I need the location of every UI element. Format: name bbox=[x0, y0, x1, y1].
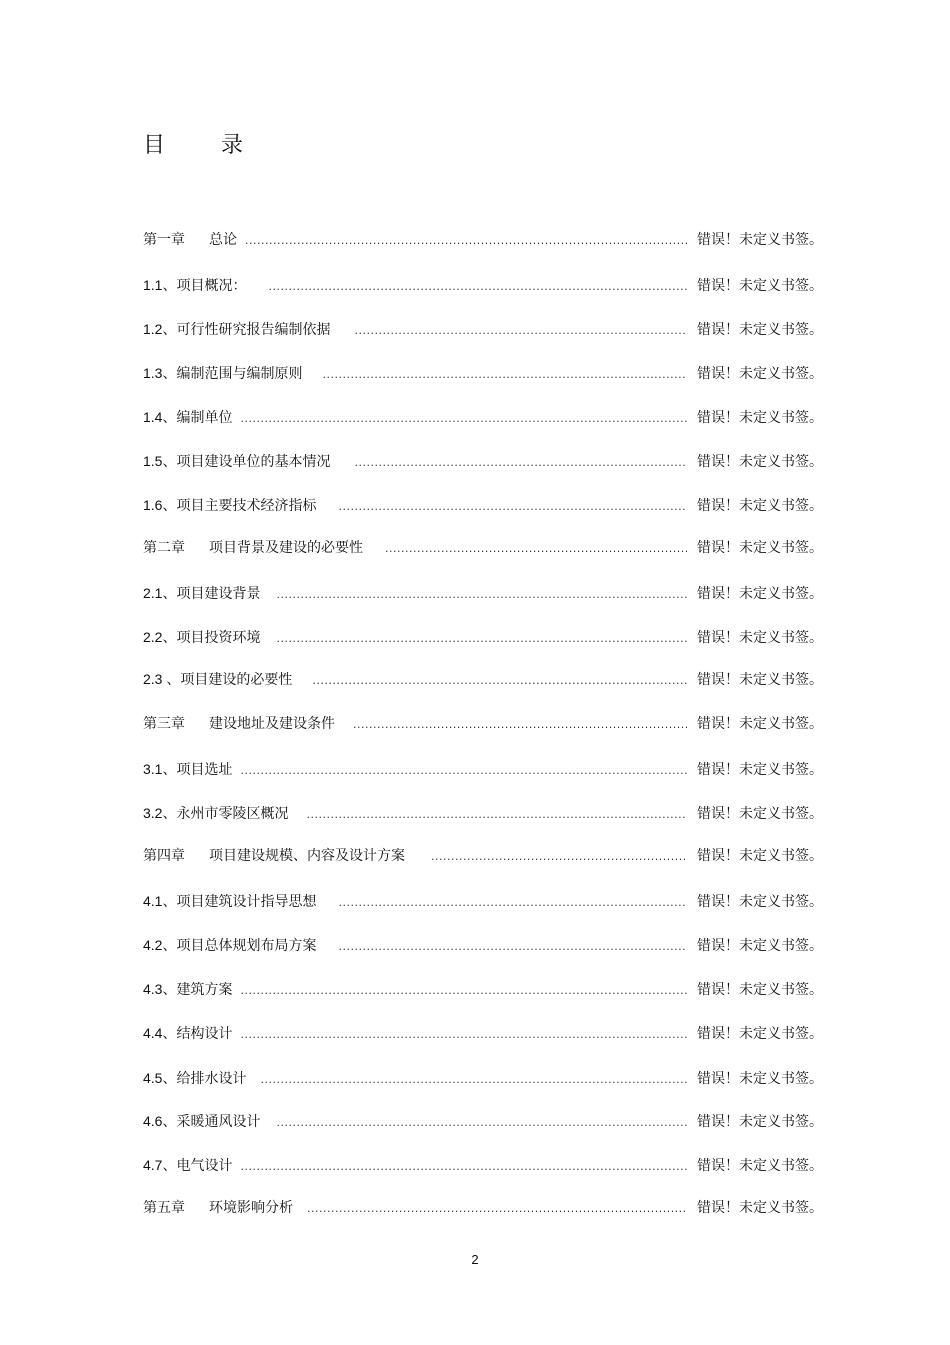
toc-entry-label: 环境影响分析 bbox=[209, 1200, 293, 1216]
toc-entry-number: 第五章 bbox=[143, 1199, 185, 1215]
toc-entry-page: 错误！未定义书签。 bbox=[697, 1200, 823, 1216]
toc-leader-dots bbox=[353, 715, 687, 735]
toc-entry-label: 项目建筑设计指导思想 bbox=[176, 894, 317, 910]
toc-entry[interactable] bbox=[143, 979, 823, 999]
toc-entry-page: 错误！未定义书签。 bbox=[697, 630, 823, 646]
toc-leader-dots bbox=[268, 277, 687, 297]
toc-leader-dots bbox=[276, 585, 687, 605]
toc-leader-dots bbox=[306, 805, 687, 825]
toc-entry-label: 项目建设背景 bbox=[176, 586, 261, 602]
toc-entry-number: 1.3、 bbox=[143, 365, 177, 381]
toc-entry-number: 4.2、 bbox=[143, 937, 177, 953]
toc-entry[interactable] bbox=[143, 1068, 823, 1088]
toc-entry-label: 项目总体规划布局方案 bbox=[176, 938, 317, 954]
toc-entry[interactable] bbox=[143, 537, 823, 557]
toc-entry-label: 建设地址及建设条件 bbox=[209, 716, 335, 732]
toc-entry-page: 错误！未定义书签。 bbox=[697, 716, 823, 732]
toc-leader-dots bbox=[354, 321, 687, 341]
toc-leader-dots bbox=[276, 629, 687, 649]
toc-entry-page: 错误！未定义书签。 bbox=[697, 1114, 823, 1130]
toc-leader-dots bbox=[312, 671, 687, 691]
toc-entry-number: 2.2、 bbox=[143, 629, 177, 645]
toc-entry-number: 第二章 bbox=[143, 539, 185, 555]
toc-entry-number: 4.7、 bbox=[143, 1157, 177, 1173]
toc-entry-number: 第一章 bbox=[143, 231, 185, 247]
toc-leader-dots bbox=[240, 761, 687, 781]
toc-entry-number: 3.1、 bbox=[143, 761, 177, 777]
toc-entry[interactable] bbox=[143, 935, 823, 955]
toc-leader-dots bbox=[276, 1113, 687, 1133]
toc-entry-number: 4.1、 bbox=[143, 893, 177, 909]
toc-entry-label: 编制单位 bbox=[176, 410, 233, 426]
toc-leader-dots bbox=[338, 497, 687, 517]
toc-entry-number: 1.5、 bbox=[143, 453, 177, 469]
toc-entry-label: 项目建设单位的基本情况 bbox=[176, 454, 331, 470]
toc-entry-number: 4.3、 bbox=[143, 981, 177, 997]
toc-entry-page: 错误！未定义书签。 bbox=[697, 1158, 823, 1174]
toc-entry-label: 编制范围与编制原则 bbox=[176, 366, 303, 382]
toc-entry-number: 2.1、 bbox=[143, 585, 177, 601]
toc-entry-page: 错误！未定义书签。 bbox=[697, 806, 823, 822]
toc-leader-dots bbox=[260, 1070, 687, 1090]
toc-entry-label: 项目概况： bbox=[176, 278, 247, 294]
toc-entry[interactable] bbox=[143, 583, 823, 603]
toc-leader-dots bbox=[354, 453, 687, 473]
toc-entry[interactable] bbox=[143, 1197, 823, 1217]
toc-entry-page: 错误！未定义书签。 bbox=[697, 322, 823, 338]
toc-entry[interactable] bbox=[143, 627, 823, 647]
toc-entry[interactable] bbox=[143, 495, 823, 515]
toc-entry-label: 建筑方案 bbox=[176, 982, 233, 998]
toc-leader-dots bbox=[245, 231, 687, 251]
toc-entry-page: 错误！未定义书签。 bbox=[697, 762, 823, 778]
toc-entry-label: 项目投资环境 bbox=[176, 630, 261, 646]
toc-entry-number: 3.2、 bbox=[143, 805, 177, 821]
toc-leader-dots bbox=[240, 1157, 687, 1177]
toc-entry[interactable] bbox=[143, 669, 823, 689]
toc-entry-label: 永州市零陵区概况 bbox=[176, 806, 289, 822]
toc-entry-label: 项目主要技术经济指标 bbox=[176, 498, 317, 514]
toc-entry-label: 项目背景及建设的必要性 bbox=[209, 540, 363, 556]
toc-entry-label: 可行性研究报告编制依据 bbox=[176, 322, 331, 338]
toc-entry[interactable] bbox=[143, 845, 823, 865]
toc-leader-dots bbox=[240, 409, 687, 429]
toc-entry-label: 项目建设的必要性 bbox=[180, 672, 293, 688]
toc-entry-page: 错误！未定义书签。 bbox=[697, 848, 823, 864]
toc-heading-char-2: 录 bbox=[221, 133, 244, 158]
toc-entry[interactable] bbox=[143, 407, 823, 427]
toc-entry[interactable] bbox=[143, 891, 823, 911]
toc-entry[interactable] bbox=[143, 759, 823, 779]
toc-entry-number: 2.3 、 bbox=[143, 671, 181, 687]
toc-entry[interactable] bbox=[143, 451, 823, 471]
toc-entry-label: 给排水设计 bbox=[176, 1071, 247, 1087]
toc-entry[interactable] bbox=[143, 1023, 823, 1043]
toc-entry-number: 4.4、 bbox=[143, 1025, 177, 1041]
toc-entry-page: 错误！未定义书签。 bbox=[697, 278, 823, 294]
toc-entry-number: 4.6、 bbox=[143, 1113, 177, 1129]
page-number: 2 bbox=[471, 1252, 479, 1267]
toc-entry-page: 错误！未定义书签。 bbox=[697, 498, 823, 514]
toc-entry[interactable] bbox=[143, 803, 823, 823]
toc-entry-number: 1.2、 bbox=[143, 321, 177, 337]
toc-entry-page: 错误！未定义书签。 bbox=[697, 1026, 823, 1042]
toc-leader-dots bbox=[240, 1025, 687, 1045]
toc-entry-page: 错误！未定义书签。 bbox=[697, 410, 823, 426]
toc-entry-label: 总论 bbox=[209, 232, 237, 248]
toc-entry-number: 1.6、 bbox=[143, 497, 177, 513]
toc-leader-dots bbox=[338, 893, 687, 913]
toc-entry[interactable] bbox=[143, 1111, 823, 1131]
toc-leader-dots bbox=[385, 539, 687, 559]
toc-entry-label: 项目选址 bbox=[176, 762, 233, 778]
toc-entry-number: 1.1、 bbox=[143, 277, 177, 293]
toc-entry-number: 第三章 bbox=[143, 715, 185, 731]
toc-entry-label: 电气设计 bbox=[176, 1158, 233, 1174]
toc-entry-page: 错误！未定义书签。 bbox=[697, 232, 823, 248]
toc-heading-char-1: 目 bbox=[143, 133, 166, 158]
toc-heading bbox=[143, 128, 243, 159]
toc-leader-dots bbox=[322, 365, 687, 385]
toc-entry-page: 错误！未定义书签。 bbox=[697, 366, 823, 382]
toc-leader-dots bbox=[240, 981, 687, 1001]
toc-entry-page: 错误！未定义书签。 bbox=[697, 938, 823, 954]
toc-entry-number: 4.5、 bbox=[143, 1070, 177, 1086]
toc-entry[interactable] bbox=[143, 319, 823, 339]
toc-leader-dots bbox=[431, 847, 687, 867]
toc-entry-page: 错误！未定义书签。 bbox=[697, 540, 823, 556]
toc-entry-number: 1.4、 bbox=[143, 409, 177, 425]
toc-entry[interactable] bbox=[143, 363, 823, 383]
toc-entry-label: 结构设计 bbox=[176, 1026, 233, 1042]
toc-entry-label: 项目建设规模、内容及设计方案 bbox=[209, 848, 405, 864]
toc-entry[interactable] bbox=[143, 229, 823, 249]
toc-entry-page: 错误！未定义书签。 bbox=[697, 672, 823, 688]
toc-leader-dots bbox=[338, 937, 687, 957]
toc-entry-page: 错误！未定义书签。 bbox=[697, 454, 823, 470]
toc-entry-page: 错误！未定义书签。 bbox=[697, 894, 823, 910]
toc-entry-page: 错误！未定义书签。 bbox=[697, 586, 823, 602]
toc-entry[interactable] bbox=[143, 713, 823, 733]
toc-entry-number: 第四章 bbox=[143, 847, 185, 863]
toc-entry[interactable] bbox=[143, 275, 823, 295]
toc-entry-page: 错误！未定义书签。 bbox=[697, 1071, 823, 1087]
toc-entry-page: 错误！未定义书签。 bbox=[697, 982, 823, 998]
toc-entry-label: 采暖通风设计 bbox=[176, 1114, 261, 1130]
toc-entry[interactable] bbox=[143, 1155, 823, 1175]
toc-leader-dots bbox=[307, 1199, 687, 1219]
